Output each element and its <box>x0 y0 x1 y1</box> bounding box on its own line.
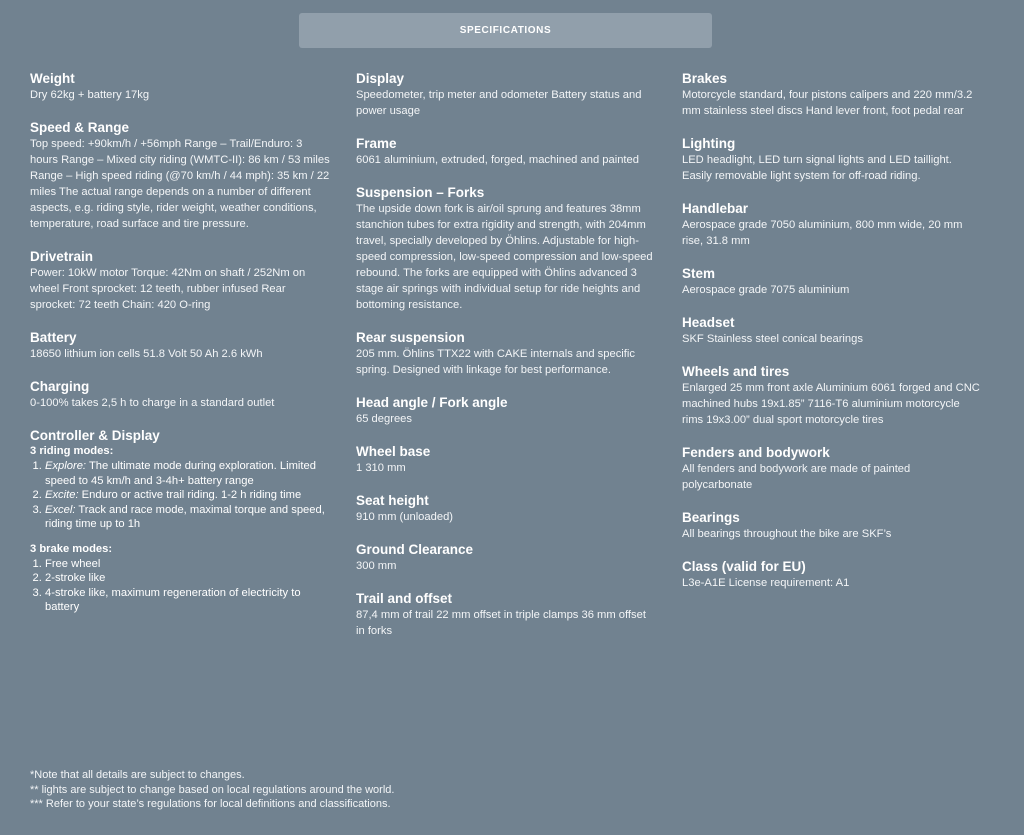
spec-title: Charging <box>30 379 90 394</box>
spec-body: LED headlight, LED turn signal lights and LED taillight. Easily removable light system for off-road riding. <box>682 154 952 182</box>
spec-drivetrain <box>30 248 330 313</box>
spec-body: 910 mm (unloaded) <box>356 511 454 523</box>
spec-title: Fenders and bodywork <box>682 445 830 460</box>
list-item: 1. Free wheel <box>45 557 330 572</box>
spec-fenders-bodywork <box>682 444 982 493</box>
footnotes <box>30 768 630 812</box>
spec-body: SKF Stainless steel conical bearings <box>682 333 863 345</box>
mode-name: Excite: <box>45 489 79 501</box>
footnote: ** lights are subject to change based on local regulations around the world. <box>30 783 395 796</box>
spec-title: Class (valid for EU) <box>682 559 806 574</box>
spec-rear-suspension <box>356 329 656 378</box>
spec-title: Display <box>356 71 405 86</box>
spec-body: Speedometer, trip meter and odometer Battery status and power usage <box>356 89 642 117</box>
spec-title: Headset <box>682 315 735 330</box>
spec-lighting <box>682 135 982 184</box>
list-item <box>45 503 330 532</box>
spec-body: Aerospace grade 7075 aluminium <box>682 284 850 296</box>
spec-speed-range <box>30 119 330 232</box>
spec-title: Handlebar <box>682 201 749 216</box>
spec-trail-offset <box>356 590 656 639</box>
mode-text: Track and race mode, maximal torque and speed, riding time up to 1h <box>45 503 325 530</box>
footnote: *Note that all details are subject to changes. <box>30 769 245 781</box>
spec-title: Wheels and tires <box>682 364 790 379</box>
spec-body: Top speed: +90km/h / +56mph Range – Trail/Enduro: 3 hours Range – Mixed city riding (WMTC-II): 86 km / 53 miles Range – High speed riding (@70 km/h / 44 mph): 35 km / 22 miles The actual range depends on a number of different aspects, e.g. riding style, rider weight, weather conditions, temperature, road surface and tire pressure. <box>30 138 330 230</box>
spec-title: Lighting <box>682 136 736 151</box>
spec-battery <box>30 329 330 362</box>
spec-suspension-forks <box>356 184 656 313</box>
spec-title: Controller & Display <box>30 428 160 443</box>
riding-modes-list <box>30 459 330 532</box>
spec-title: Brakes <box>682 71 728 86</box>
specifications-tab[interactable] <box>299 13 712 48</box>
spec-class <box>682 558 982 591</box>
spec-title: Seat height <box>356 493 429 508</box>
specifications-tab-label: SPECIFICATIONS <box>459 25 552 36</box>
spec-handlebar <box>682 200 982 249</box>
spec-title: Wheel base <box>356 444 431 459</box>
spec-body: Power: 10kW motor Torque: 42Nm on shaft / 252Nm on wheel Front sprocket: 12 teeth, rubber infused Rear sprocket: 72 teeth Chain: 420 O-ring <box>30 267 306 311</box>
spec-title: Weight <box>30 71 75 86</box>
spec-body: Dry 62kg + battery 17kg <box>30 89 150 101</box>
spec-body: 0-100% takes 2,5 h to charge in a standard outlet <box>30 397 275 409</box>
spec-body: All fenders and bodywork are made of painted polycarbonate <box>682 463 911 491</box>
list-item: 3. 4-stroke like, maximum regeneration of electricity to battery <box>45 586 330 615</box>
spec-charging <box>30 378 330 411</box>
spec-body: 18650 lithium ion cells 51.8 Volt 50 Ah 2.6 kWh <box>30 348 263 360</box>
spec-title: Drivetrain <box>30 249 94 264</box>
spec-body: 87,4 mm of trail 22 mm offset in triple clamps 36 mm offset in forks <box>356 609 646 637</box>
spec-body: 1 310 mm <box>356 462 406 474</box>
spec-title: Head angle / Fork angle <box>356 395 508 410</box>
spec-bearings <box>682 509 982 542</box>
list-item <box>45 488 330 503</box>
spec-body: Motorcycle standard, four pistons calipers and 220 mm/3.2 mm stainless steel discs Hand lever front, foot pedal rear <box>682 89 973 117</box>
spec-body: The upside down fork is air/oil sprung and features 38mm stanchion tubes for extra rigidity and strength, with 204mm travel, specially developed by Öhlins. Adjustable for high-speed compression, low-speed compression and low-speed rebound. The forks are equipped with Öhlins advanced 3 stage air springs with individual setup for ride heights and bottoming resistance. <box>356 203 653 311</box>
riding-modes-heading: 3 riding modes: <box>30 445 114 457</box>
spec-title: Rear suspension <box>356 330 465 345</box>
spec-body: 65 degrees <box>356 413 412 425</box>
spec-title: Trail and offset <box>356 591 453 606</box>
spec-body: Enlarged 25 mm front axle Aluminium 6061 forged and CNC machined hubs 19x1.85” 7116-T6 aluminium motorcycle rims 19x3.00” dual sport motorcycle tires <box>682 382 980 426</box>
spec-controller-display <box>30 427 330 615</box>
spec-title: Suspension – Forks <box>356 185 485 200</box>
spec-body: 205 mm. Öhlins TTX22 with CAKE internals and specific spring. Designed with linkage for best performance. <box>356 348 635 376</box>
spec-title: Speed & Range <box>30 120 130 135</box>
brake-modes-list <box>30 557 330 615</box>
spec-title: Stem <box>682 266 716 281</box>
mode-text: Enduro or active trail riding. 1-2 h riding time <box>78 489 302 501</box>
spec-body: 6061 aluminium, extruded, forged, machined and painted <box>356 154 639 166</box>
spec-body: All bearings throughout the bike are SKF’s <box>682 528 892 540</box>
mode-text: The ultimate mode during exploration. Limited speed to 45 km/h and 3-4h+ battery range <box>45 460 316 487</box>
spec-frame <box>356 135 656 168</box>
list-item: 2. 2-stroke like <box>45 571 330 586</box>
spec-display <box>356 70 656 119</box>
spec-ground-clearance <box>356 541 656 574</box>
spec-title: Battery <box>30 330 77 345</box>
mode-name: Explore: <box>45 460 87 472</box>
spec-body: L3e-A1E License requirement: A1 <box>682 577 850 589</box>
spec-column-3 <box>682 70 982 607</box>
spec-wheels-tires <box>682 363 982 428</box>
spec-wheel-base <box>356 443 656 476</box>
spec-head-angle <box>356 394 656 427</box>
spec-title: Ground Clearance <box>356 542 474 557</box>
brake-modes-heading: 3 brake modes: <box>30 542 113 555</box>
spec-weight <box>30 70 330 103</box>
spec-title: Bearings <box>682 510 740 525</box>
spec-headset <box>682 314 982 347</box>
spec-body: 300 mm <box>356 560 397 572</box>
spec-stem <box>682 265 982 298</box>
spec-column-2 <box>356 70 656 655</box>
spec-column-1 <box>30 70 330 631</box>
spec-seat-height <box>356 492 656 525</box>
footnote: *** Refer to your state’s regulations for local definitions and classifications. <box>30 798 391 810</box>
list-item <box>45 459 330 488</box>
spec-title: Frame <box>356 136 397 151</box>
spec-brakes <box>682 70 982 119</box>
spec-body: Aerospace grade 7050 aluminium, 800 mm wide, 20 mm rise, 31.8 mm <box>682 219 963 247</box>
mode-name: Excel: <box>45 503 76 516</box>
